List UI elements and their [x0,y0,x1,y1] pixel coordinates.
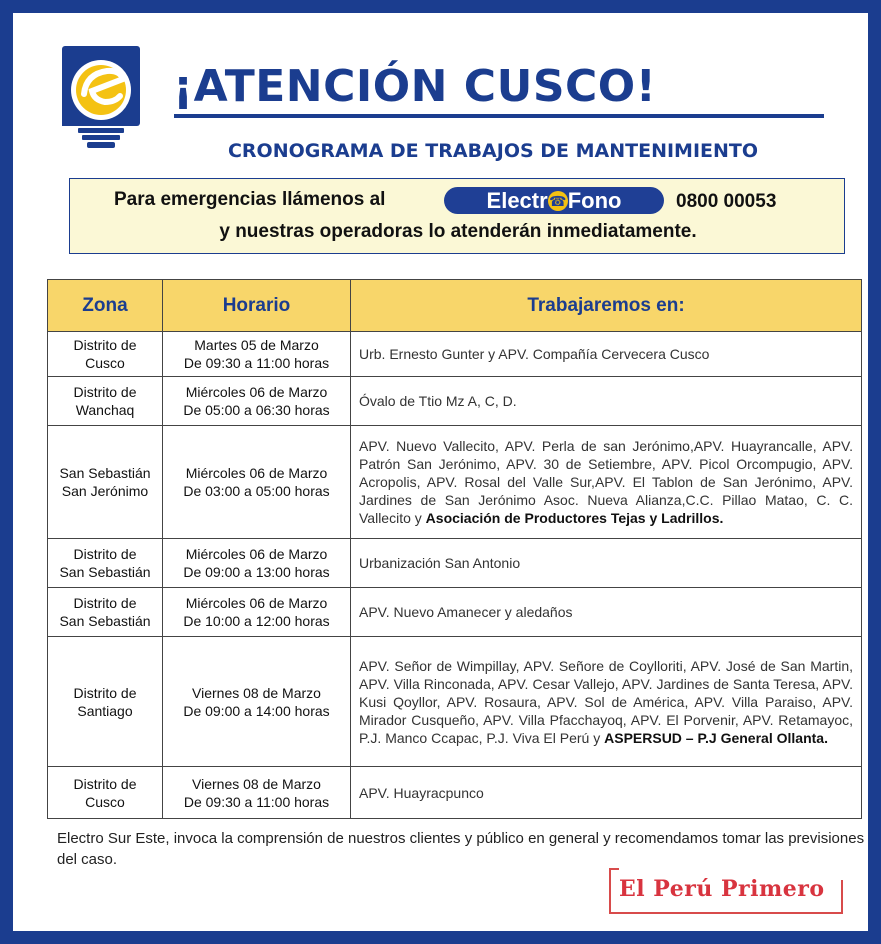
horario-cell: Miércoles 06 de Marzo De 03:00 a 05:00 horas [163,426,351,539]
table-header-row [48,280,862,332]
table-row [48,539,862,588]
electrofono-brand-right: Fono [567,188,622,213]
el-peru-primero-logo [609,868,841,914]
page-subtitle: CRONOGRAMA DE TRABAJOS DE MANTENIMIENTO [227,140,759,162]
zona-cell: Distrito de Cusco [48,332,163,377]
table-row [48,588,862,637]
lugar-cell: Urb. Ernesto Gunter y APV. Compañía Cervecera Cusco [351,332,862,377]
header-trabajaremos: Trabajaremos en: [351,280,862,332]
zona-cell: Distrito de San Sebastián [48,588,163,637]
horario-cell: Miércoles 06 de Marzo De 10:00 a 12:00 horas [163,588,351,637]
zona-cell: Distrito de Wanchaq [48,377,163,426]
maintenance-schedule-table [47,279,862,819]
lugar-cell: APV. Nuevo Amanecer y aledaños [351,588,862,637]
emergency-phone-number: 0800 00053 [676,191,777,212]
zona-cell: Distrito de San Sebastián [48,539,163,588]
page-title: ¡ATENCIÓN CUSCO! [173,61,657,112]
electrofono-badge [444,187,664,214]
title-underline [174,114,824,118]
lugar-cell: Urbanización San Antonio [351,539,862,588]
lugar-cell: APV. Nuevo Vallecito, APV. Perla de san Jerónimo,APV. Huayrancalle, APV. Patrón San Jerónimo, APV. 30 de Setiembre, APV. Picol Orcompugio, APV. Acropolis, APV. Rosal del Valle Sur,APV. El Tablon de San Jerónimo, APV. Jardines de San Jerónimo Asoc. Nueva Alianza,C.C. Pillao Matao, C. C. Vallecito y Asociación de Productores Tejas y Ladrillos. [351,426,862,539]
source-logo-text: El Perú Primero [619,876,825,902]
zona-cell: Distrito de Cusco [48,767,163,819]
footer-note: Electro Sur Este, invoca la comprensión de nuestros clientes y público en general y recomendamos tomar las previsiones del caso. [57,830,865,868]
table-row [48,377,862,426]
zona-cell: Distrito de Santiago [48,637,163,767]
horario-cell: Martes 05 de Marzo De 09:30 a 11:00 horas [163,332,351,377]
logo-frame-right [841,880,843,914]
horario-cell: Viernes 08 de Marzo De 09:30 a 11:00 horas [163,767,351,819]
emergency-text: Para emergencias llámenos al [114,189,386,210]
table-row [48,332,862,377]
table-row [48,767,862,819]
logo-frame-top [609,868,619,870]
horario-cell: Miércoles 06 de Marzo De 09:00 a 13:00 horas [163,539,351,588]
horario-cell: Miércoles 06 de Marzo De 05:00 a 06:30 horas [163,377,351,426]
phone-icon: ☎ [548,193,567,209]
lugar-cell: APV. Huayracpunco [351,767,862,819]
horario-cell: Viernes 08 de Marzo De 09:00 a 14:00 horas [163,637,351,767]
zona-cell: San Sebastián San Jerónimo [48,426,163,539]
lugar-cell: APV. Señor de Wimpillay, APV. Señore de Coylloriti, APV. José de San Martin, APV. Villa Rinconada, APV. Cesar Vallejo, APV. Jardines de Santa Teresa, APV. Kusi Qoyllor, APV. Rosaura, APV. Sol de América, APV. Villa Paraiso, APV. Mirador Cusqueño, APV. Villa Pfacchayoq, APV. El Porvenir, APV. Retamayoc, P.J. Manco Ccapac, P.J. Viva El Perú y ASPERSUD – P.J General Ollanta. [351,637,862,767]
table-row [48,426,862,539]
table-row [48,637,862,767]
electro-sur-este-logo-icon [62,46,140,150]
header-zona: Zona [48,280,163,332]
emergency-operators-text: y nuestras operadoras lo atenderán inmediatamente. [219,221,697,242]
emergency-banner [69,178,845,254]
header-horario: Horario [163,280,351,332]
electrofono-brand-left: Electr [486,188,548,213]
lugar-cell: Óvalo de Ttio Mz A, C, D. [351,377,862,426]
